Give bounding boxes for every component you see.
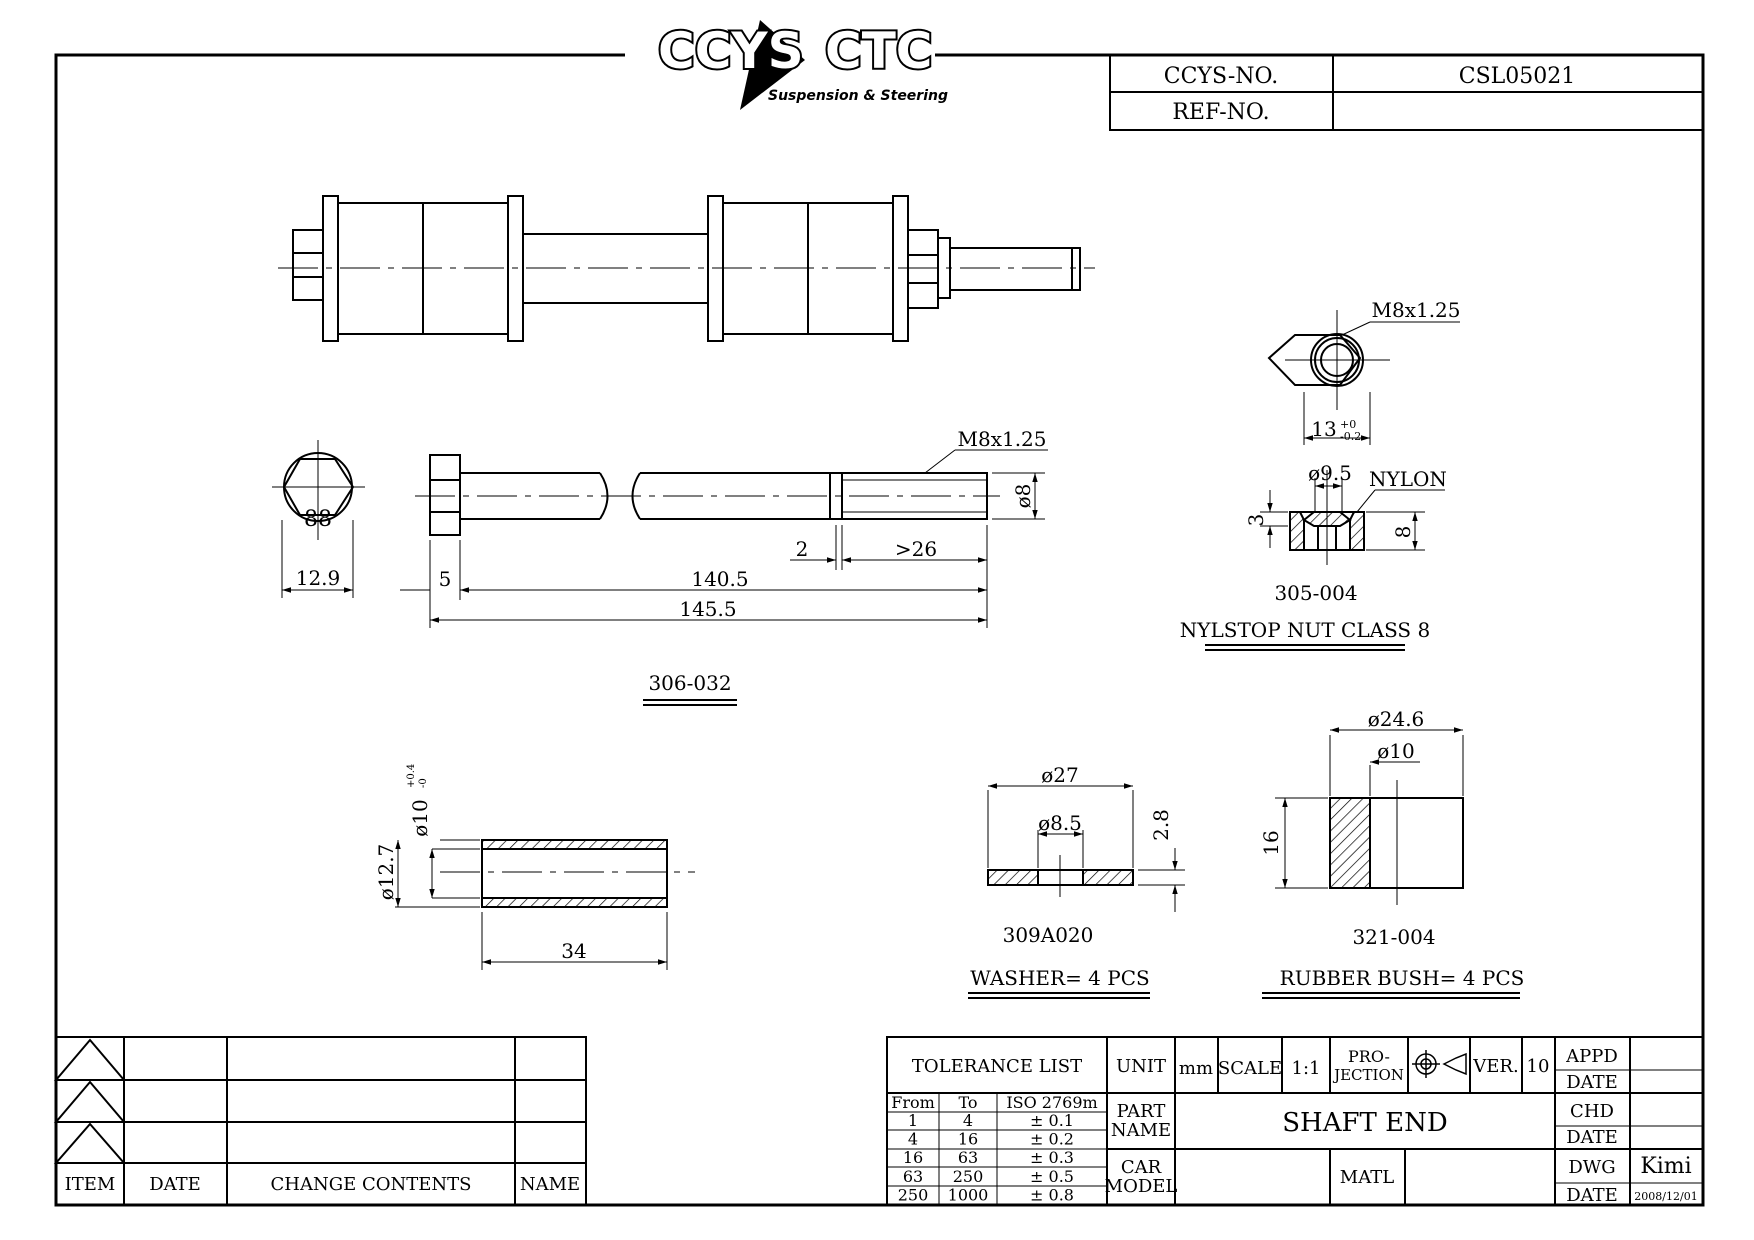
part-name-label-1: PART <box>1116 1101 1166 1122</box>
tolerance-cell: 63 <box>957 1148 979 1168</box>
bush-title: RUBBER BUSH= 4 PCS <box>1279 966 1525 990</box>
nut-bore: ø9.5 <box>1308 461 1352 485</box>
svg-text:CCYS: CCYS <box>658 22 804 80</box>
tolerance-cell: 63 <box>902 1166 924 1186</box>
part-name-label-2: NAME <box>1110 1120 1172 1141</box>
washer-view <box>988 786 1185 912</box>
rev-header-date: DATE <box>149 1174 201 1195</box>
washer-outer: ø27 <box>1041 763 1079 787</box>
tolerance-rows <box>898 1111 1074 1204</box>
tolerance-cell: ± 0.5 <box>1030 1166 1074 1186</box>
svg-text:CTC: CTC <box>825 22 933 80</box>
company-logo <box>658 20 948 110</box>
car-model-label-1: CAR <box>1120 1157 1162 1178</box>
tolerance-cell: ± 0.2 <box>1030 1129 1074 1149</box>
dwg-label: DWG <box>1568 1157 1616 1178</box>
bolt-dim-2: 2 <box>795 537 809 561</box>
car-model-label-2: MODEL <box>1104 1176 1178 1197</box>
rev-header-name: NAME <box>519 1174 581 1195</box>
scale-value: 1:1 <box>1291 1058 1321 1079</box>
appd-label: APPD <box>1566 1046 1618 1067</box>
tol-header-to: To <box>958 1093 978 1112</box>
nut-thread: M8x1.25 <box>1371 298 1461 322</box>
hex-label: 88 <box>304 507 332 532</box>
nut-top-view <box>1269 310 1460 445</box>
dwg-date-value: 2008/12/01 <box>1634 1190 1698 1203</box>
bolt-thread-len: >26 <box>894 537 938 561</box>
nut-height: 8 <box>1391 525 1415 539</box>
bush-part-no: 321-004 <box>1352 925 1436 949</box>
washer-inner: ø8.5 <box>1038 811 1082 835</box>
chd-date-label: DATE <box>1566 1127 1618 1148</box>
bolt-diameter: ø8 <box>1011 483 1035 509</box>
tolerance-cell: 1000 <box>947 1185 989 1205</box>
rev-header-item: ITEM <box>64 1174 116 1195</box>
washer-part-no: 309A020 <box>1002 923 1094 947</box>
appd-date-label: DATE <box>1566 1072 1618 1093</box>
dwg-date-label: DATE <box>1566 1185 1618 1206</box>
bolt-thread: M8x1.25 <box>957 427 1047 451</box>
unit-label: UNIT <box>1115 1056 1167 1077</box>
tolerance-cell: 16 <box>957 1129 979 1149</box>
sleeve-outer: ø12.7 <box>374 843 398 901</box>
tolerance-cell: ± 0.3 <box>1030 1148 1074 1168</box>
nut-part-no: 305-004 <box>1274 581 1358 605</box>
bush-inner: ø10 <box>1377 739 1415 763</box>
bolt-shank-dim: 140.5 <box>691 567 749 591</box>
tolerance-cell: 4 <box>962 1111 974 1130</box>
sleeve-tol-upper: +0.4 <box>406 763 417 788</box>
tolerance-cell: 4 <box>907 1129 919 1149</box>
ref-no-label: REF-NO. <box>1172 100 1270 125</box>
bush-outer: ø24.6 <box>1367 707 1425 731</box>
nut-insert: NYLON <box>1369 467 1447 491</box>
tol-header-iso: ISO 2769m <box>1006 1093 1098 1112</box>
nut-title: NYLSTOP NUT CLASS 8 <box>1179 618 1431 642</box>
dwg-value: Kimi <box>1640 1154 1692 1179</box>
bush-length: 16 <box>1259 830 1283 856</box>
tolerance-cell: ± 0.1 <box>1030 1111 1074 1130</box>
projection-label-2: JECTION <box>1334 1066 1404 1084</box>
nut-tol-lower: -0.2 <box>1340 430 1362 443</box>
chd-label: CHD <box>1570 1101 1614 1122</box>
sleeve-length: 34 <box>561 939 587 963</box>
bolt-head-dim: 5 <box>438 567 452 591</box>
bush-view <box>1275 730 1463 905</box>
part-name-value: SHAFT END <box>1282 1108 1448 1138</box>
ver-label: VER. <box>1473 1056 1519 1077</box>
tolerance-cell: 1 <box>907 1111 919 1130</box>
tolerance-cell: 250 <box>952 1166 984 1186</box>
bolt-part-no: 306-032 <box>648 671 732 695</box>
washer-title: WASHER= 4 PCS <box>970 966 1150 990</box>
nut-dim-3: 3 <box>1244 513 1268 527</box>
sleeve-view <box>395 840 695 970</box>
rev-header-change: CHANGE CONTENTS <box>270 1174 472 1195</box>
sheet-border <box>56 55 1703 1205</box>
nut-across-flats: 13 <box>1311 417 1337 441</box>
tol-header-from: From <box>891 1093 935 1112</box>
tolerance-title: TOLERANCE LIST <box>911 1056 1083 1077</box>
tolerance-cell: ± 0.8 <box>1030 1185 1074 1205</box>
washer-thickness: 2.8 <box>1149 809 1173 841</box>
projection-symbol-icon <box>1412 1050 1466 1078</box>
scale-label: SCALE <box>1217 1058 1283 1079</box>
nut-tol-upper: +0 <box>1340 418 1357 431</box>
logo-tagline: Suspension & Steering <box>768 88 948 104</box>
projection-label-1: PRO- <box>1348 1047 1390 1066</box>
tolerance-cell: 250 <box>897 1185 929 1205</box>
bolt-total-dim: 145.5 <box>679 597 737 621</box>
matl-label: MATL <box>1339 1167 1395 1188</box>
tolerance-cell: 16 <box>902 1148 924 1168</box>
sleeve-tol-lower: -0 <box>418 778 429 788</box>
ver-value: 10 <box>1526 1056 1550 1077</box>
unit-value: mm <box>1178 1058 1214 1079</box>
ccys-no-label: CCYS-NO. <box>1163 64 1279 89</box>
sleeve-inner: ø10 <box>408 799 432 837</box>
assembly-view <box>278 196 1095 341</box>
ccys-no-value: CSL05021 <box>1458 64 1576 89</box>
hex-width: 12.9 <box>295 566 341 590</box>
